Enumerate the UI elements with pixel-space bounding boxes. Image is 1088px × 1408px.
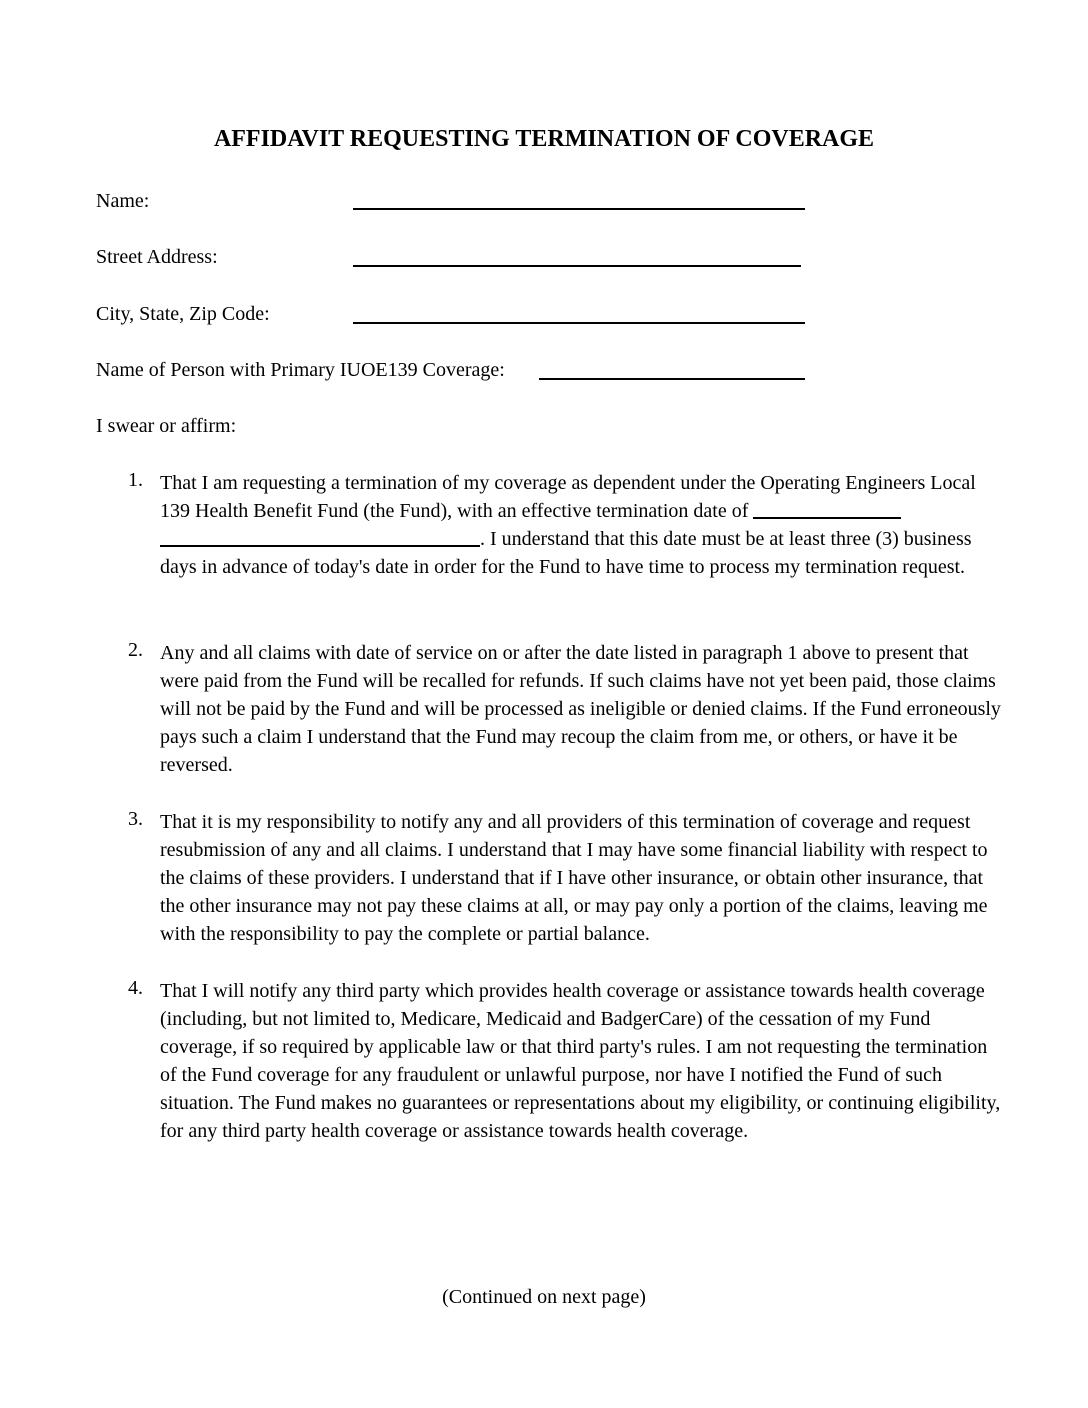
list-item [128,977,1008,1145]
name-label: Name: [96,190,150,212]
termination-date-field-continued[interactable] [160,545,480,547]
item-text-part: That I am requesting a termination of my coverage as dependent under the Operating Engineers Local 139 Health Benefit Fund (the Fund), with an effective termination date of [160,472,976,522]
list-item [128,639,1008,779]
item-text [160,469,1008,581]
city-state-zip-field[interactable] [353,322,805,324]
item-number: 1. [128,469,143,491]
item-text: That I will notify any third party which provides health coverage or assistance towards health coverage (including, but not limited to, Medicare, Medicaid and BadgerCare) of the cessation of my Fund coverage, if so required by applicable law or that third party's rules. I am not requesting the termination of the Fund coverage for any fraudulent or unlawful purpose, nor have I notified the Fund of such situation. The Fund makes no guarantees or representations about my eligibility, or continuing eligibility, for any third party health coverage or assistance towards health coverage. [160,980,1001,1142]
swear-statement: I swear or affirm: [96,415,237,437]
item-number: 3. [128,808,143,830]
primary-coverage-label: Name of Person with Primary IUOE139 Coverage: [96,359,505,381]
list-item [128,808,1008,948]
termination-date-field[interactable] [753,517,901,519]
list-item [128,469,1008,581]
name-field[interactable] [353,208,805,210]
item-number: 2. [128,639,143,661]
street-address-field[interactable] [353,265,801,267]
street-address-label: Street Address: [96,246,218,268]
page-title: AFFIDAVIT REQUESTING TERMINATION OF COVERAGE [213,126,875,152]
item-text: That it is my responsibility to notify any and all providers of this termination of coverage and request resubmission of any and all claims. I understand that I may have some financial liability with respect to the claims of these providers. I understand that if I have other insurance, or obtain other insurance, that the other insurance may not pay these claims at all, or may pay only a portion of the claims, leaving me with the responsibility to pay the complete or partial balance. [160,811,988,945]
continued-note: (Continued on next page) [442,1286,646,1308]
primary-coverage-field[interactable] [539,378,805,380]
item-text: Any and all claims with date of service on or after the date listed in paragraph 1 above to present that were paid from the Fund will be recalled for refunds. If such claims have not yet been paid, those claims will not be paid by the Fund and will be processed as ineligible or denied claims. If the Fund erroneously pays such a claim I understand that the Fund may recoup the claim from me, or others, or have it be reversed. [160,642,1001,776]
city-state-zip-label: City, State, Zip Code: [96,303,270,325]
item-number: 4. [128,977,143,999]
item-text-part: . I understand that this date must be at least three (3) business days in advance of today's date in order for the Fund to have time to process my termination request. [160,528,972,578]
